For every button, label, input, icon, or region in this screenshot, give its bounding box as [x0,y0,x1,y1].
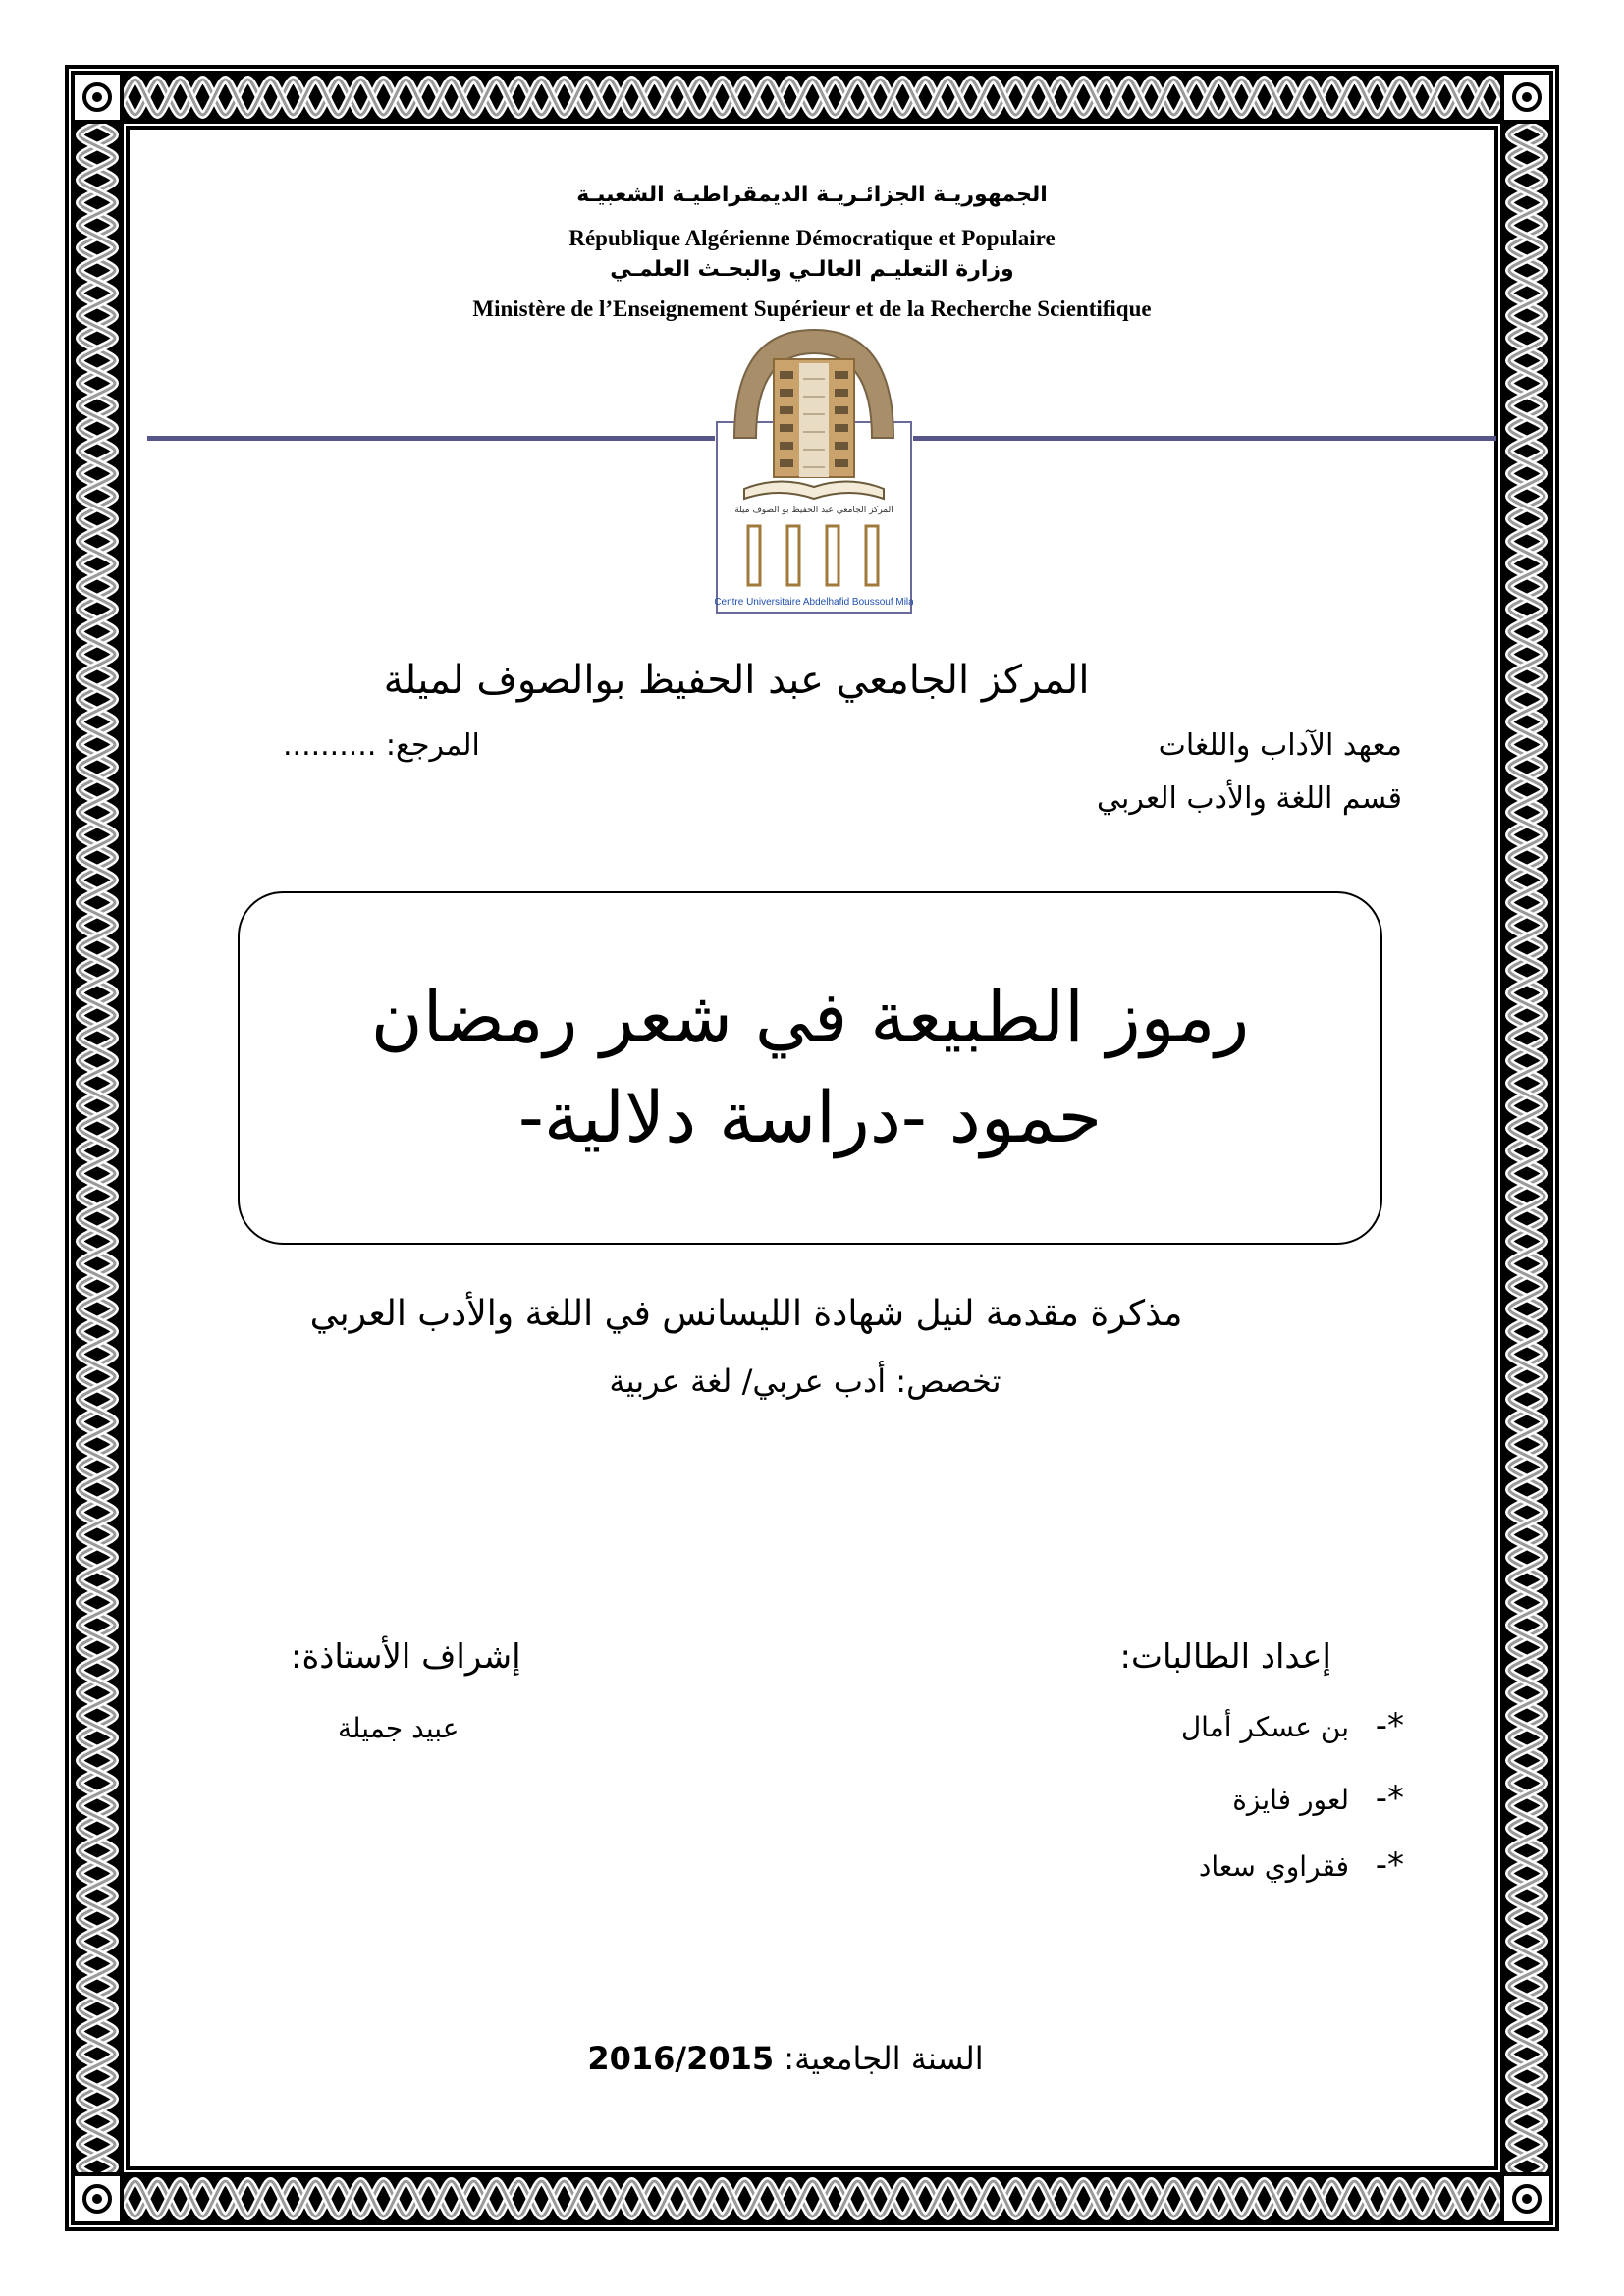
braid-border-bottom [79,2172,1545,2225]
academic-year [491,2040,1080,2077]
corner-ornament-icon [71,71,124,124]
thesis-title-box [238,891,1382,1245]
students-heading: إعداد الطالبات: [1119,1637,1331,1677]
department-name: قسم اللغة والأدب العربي [1096,781,1402,816]
header-rule-right [913,436,1496,441]
center-name: المركز الجامعي عبد الحفيظ بوالصوف لميلة [383,658,1090,703]
reference-field: المرجع: .......... [283,728,480,763]
academic-year-label: السنة الجامعية: [784,2040,984,2077]
student-name: فقراوي سعاد [1198,1850,1349,1883]
corner-ornament-icon [1500,2172,1553,2225]
bullet-marker: *- [1375,1779,1404,1818]
memo-purpose: مذكرة مقدمة لنيل شهادة الليسانس في اللغة والأدب العربي [309,1294,1183,1334]
braid-border-left [71,79,124,2217]
logo-arabic-caption: المركز الجامعي عبد الحفيظ بو الصوف ميلة [734,506,893,515]
supervisor-name: عبيد جميلة [338,1712,460,1744]
bullet-marker: *- [1375,1706,1404,1745]
student-name: بن عسكر أمال [1180,1711,1349,1743]
specialty: تخصص: أدب عربي/ لغة عربية [609,1362,1001,1400]
braid-border-right [1500,79,1553,2217]
student-name: لعور فايزة [1232,1784,1349,1816]
thesis-title-line-1: رموز الطبيعة في شعر رمضان [370,976,1250,1058]
thesis-title-line-2: حمود -دراسة دلالية- [517,1076,1103,1158]
supervisor-heading: إشراف الأستاذة: [291,1637,521,1677]
student-item [1181,1706,1404,1745]
republic-name-arabic: الجمهوريـة الجزائـريـة الديمقراطيـة الشعبيـة [576,183,1048,207]
ministry-name-french: Ministère de l’Enseignement Supérieur et de la Recherche Scientifique [472,296,1152,321]
corner-ornament-icon [71,2172,124,2225]
corner-ornament-icon [1500,71,1553,124]
logo-latin-caption: Centre Universitaire Abdelhafid Boussouf Mila [715,597,913,608]
header-rule-left [147,436,715,441]
republic-name-french: République Algérienne Démocratique et Populaire [568,226,1056,250]
university-logo [715,320,913,614]
institute-name: معهد الآداب واللغات [1158,728,1402,763]
bullet-marker: *- [1375,1845,1404,1885]
student-item [1232,1779,1404,1818]
student-item [1199,1845,1404,1885]
ministry-name-arabic: وزارة التعليـم العالـي والبحـث العلمـي [610,257,1014,282]
braid-border-top [79,71,1545,124]
academic-year-value: 2016/2015 [587,2040,775,2077]
